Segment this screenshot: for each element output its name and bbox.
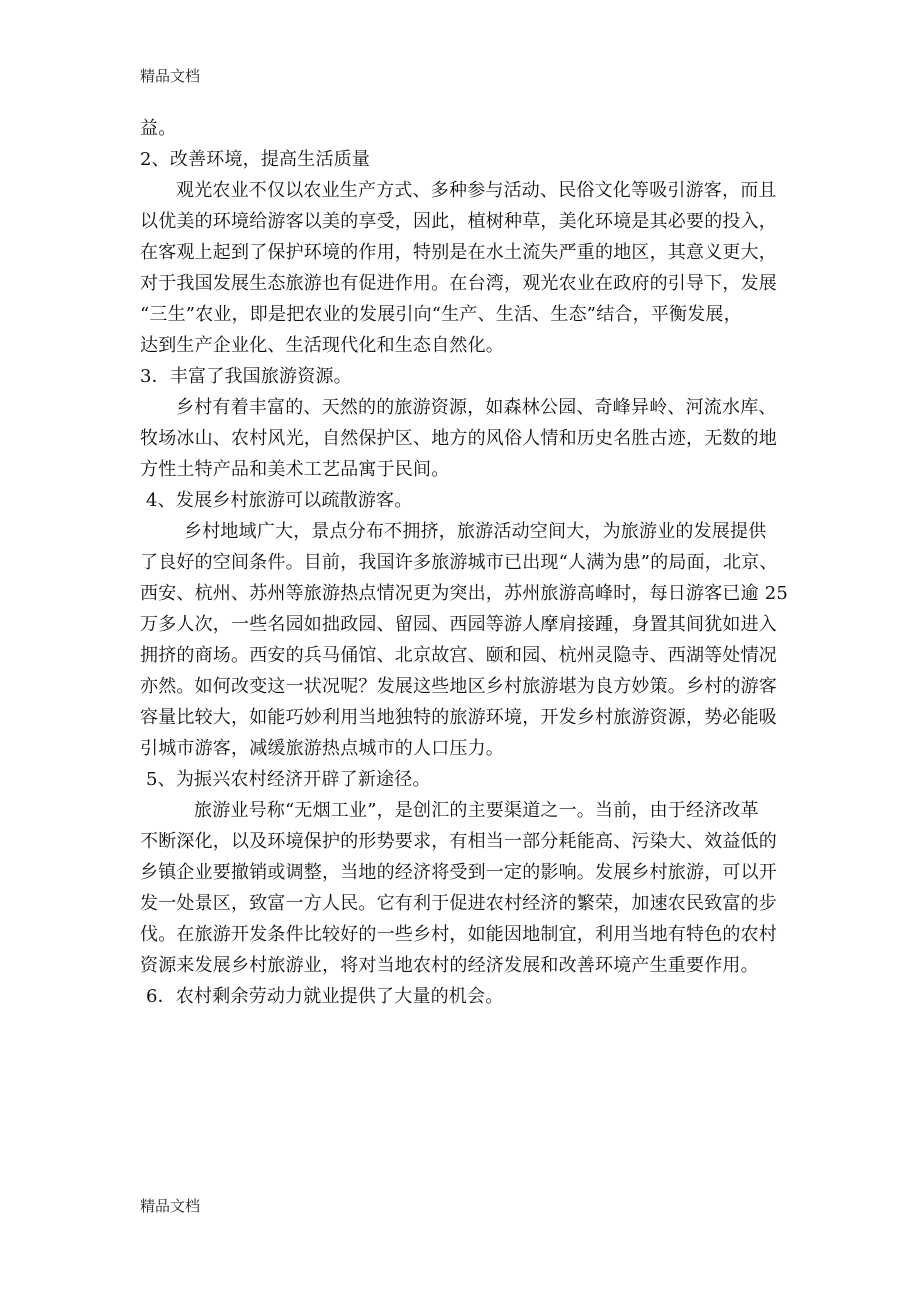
document-body	[140, 113, 790, 1012]
section-heading: 2、改善环境，提高生活质量	[140, 149, 371, 170]
page-header: 精品文档	[140, 67, 201, 85]
section-heading: 5、为振兴农村经济开辟了新途径。	[146, 769, 431, 790]
text-line: 发一处景区，致富一方人民。它有利于促进农村经济的繁荣，加速农民致富的步	[140, 893, 777, 914]
text-line: 达到生产企业化、生活现代化和生态自然化。	[140, 335, 504, 356]
text-line: 容量比较大，如能巧妙利用当地独特的旅游环境，开发乡村旅游资源，势必能吸	[140, 707, 777, 728]
text-line: 亦然。如何改变这一状况呢？发展这些地区乡村旅游堪为良方妙策。乡村的游客	[140, 676, 777, 697]
text-line: 观光农业不仅以农业生产方式、多种参与活动、民俗文化等吸引游客，而且	[176, 180, 777, 201]
section-heading: 益。	[140, 118, 177, 139]
text-line: 牧场冰山、农村风光，自然保护区、地方的风俗人情和历史名胜古迹，无数的地	[140, 428, 777, 449]
page-footer: 精品文档	[140, 1197, 201, 1215]
text-line: 伐。在旅游开发条件比较好的一些乡村，如能因地制宜，利用当地有特色的农村	[140, 924, 777, 945]
text-line: 在客观上起到了保护环境的作用，特别是在水土流失严重的地区，其意义更大，	[140, 242, 777, 263]
text-line: 乡镇企业要撤销或调整，当地的经济将受到一定的影响。发展乡村旅游，可以开	[140, 862, 777, 883]
section-heading: 4、发展乡村旅游可以疏散游客。	[146, 490, 413, 511]
text-line: 西安、杭州、苏州等旅游热点情况更为突出，苏州旅游高峰时，每日游客已逾 25	[140, 583, 789, 604]
text-line: 方性土特产品和美术工艺品寓于民间。	[140, 459, 450, 480]
section-heading: 6．农村剩余劳动力就业提供了大量的机会。	[146, 986, 504, 1007]
text-line: 不断深化，以及环境保护的形势要求，有相当一部分耗能高、污染大、效益低的	[140, 831, 777, 852]
text-line: 旅游业号称“无烟工业”，是创汇的主要渠道之一。当前，由于经济改革	[194, 800, 759, 821]
text-line: 以优美的环境给游客以美的享受，因此，植树种草，美化环境是其必要的投入，	[140, 211, 777, 232]
text-line: 万多人次，一些名园如拙政园、留园、西园等游人摩肩接踵，身置其间犹如进入	[140, 614, 777, 635]
text-line: 了良好的空间条件。目前，我国许多旅游城市已出现“人满为患”的局面，北京、	[140, 552, 778, 573]
text-line: 资源来发展乡村旅游业，将对当地农村的经济发展和改善环境产生重要作用。	[140, 955, 759, 976]
text-line: 引城市游客，减缓旅游热点城市的人口压力。	[140, 738, 504, 759]
text-line: 对于我国发展生态旅游也有促进作用。在台湾，观光农业在政府的引导下，发展	[140, 273, 777, 294]
text-line: 乡村有着丰富的、天然的的旅游资源，如森林公园、奇峰异岭、河流水库、	[176, 397, 777, 418]
text-line: 拥挤的商场。西安的兵马俑馆、北京故宫、颐和园、杭州灵隐寺、西湖等处情况	[140, 645, 777, 666]
text-line: “三生”农业，即是把农业的发展引向“生产、生活、生态”结合，平衡发展，	[140, 304, 742, 325]
section-heading: 3．丰富了我国旅游资源。	[140, 366, 352, 387]
text-line: 乡村地域广大，景点分布不拥挤，旅游活动空间大，为旅游业的发展提供	[184, 521, 767, 542]
